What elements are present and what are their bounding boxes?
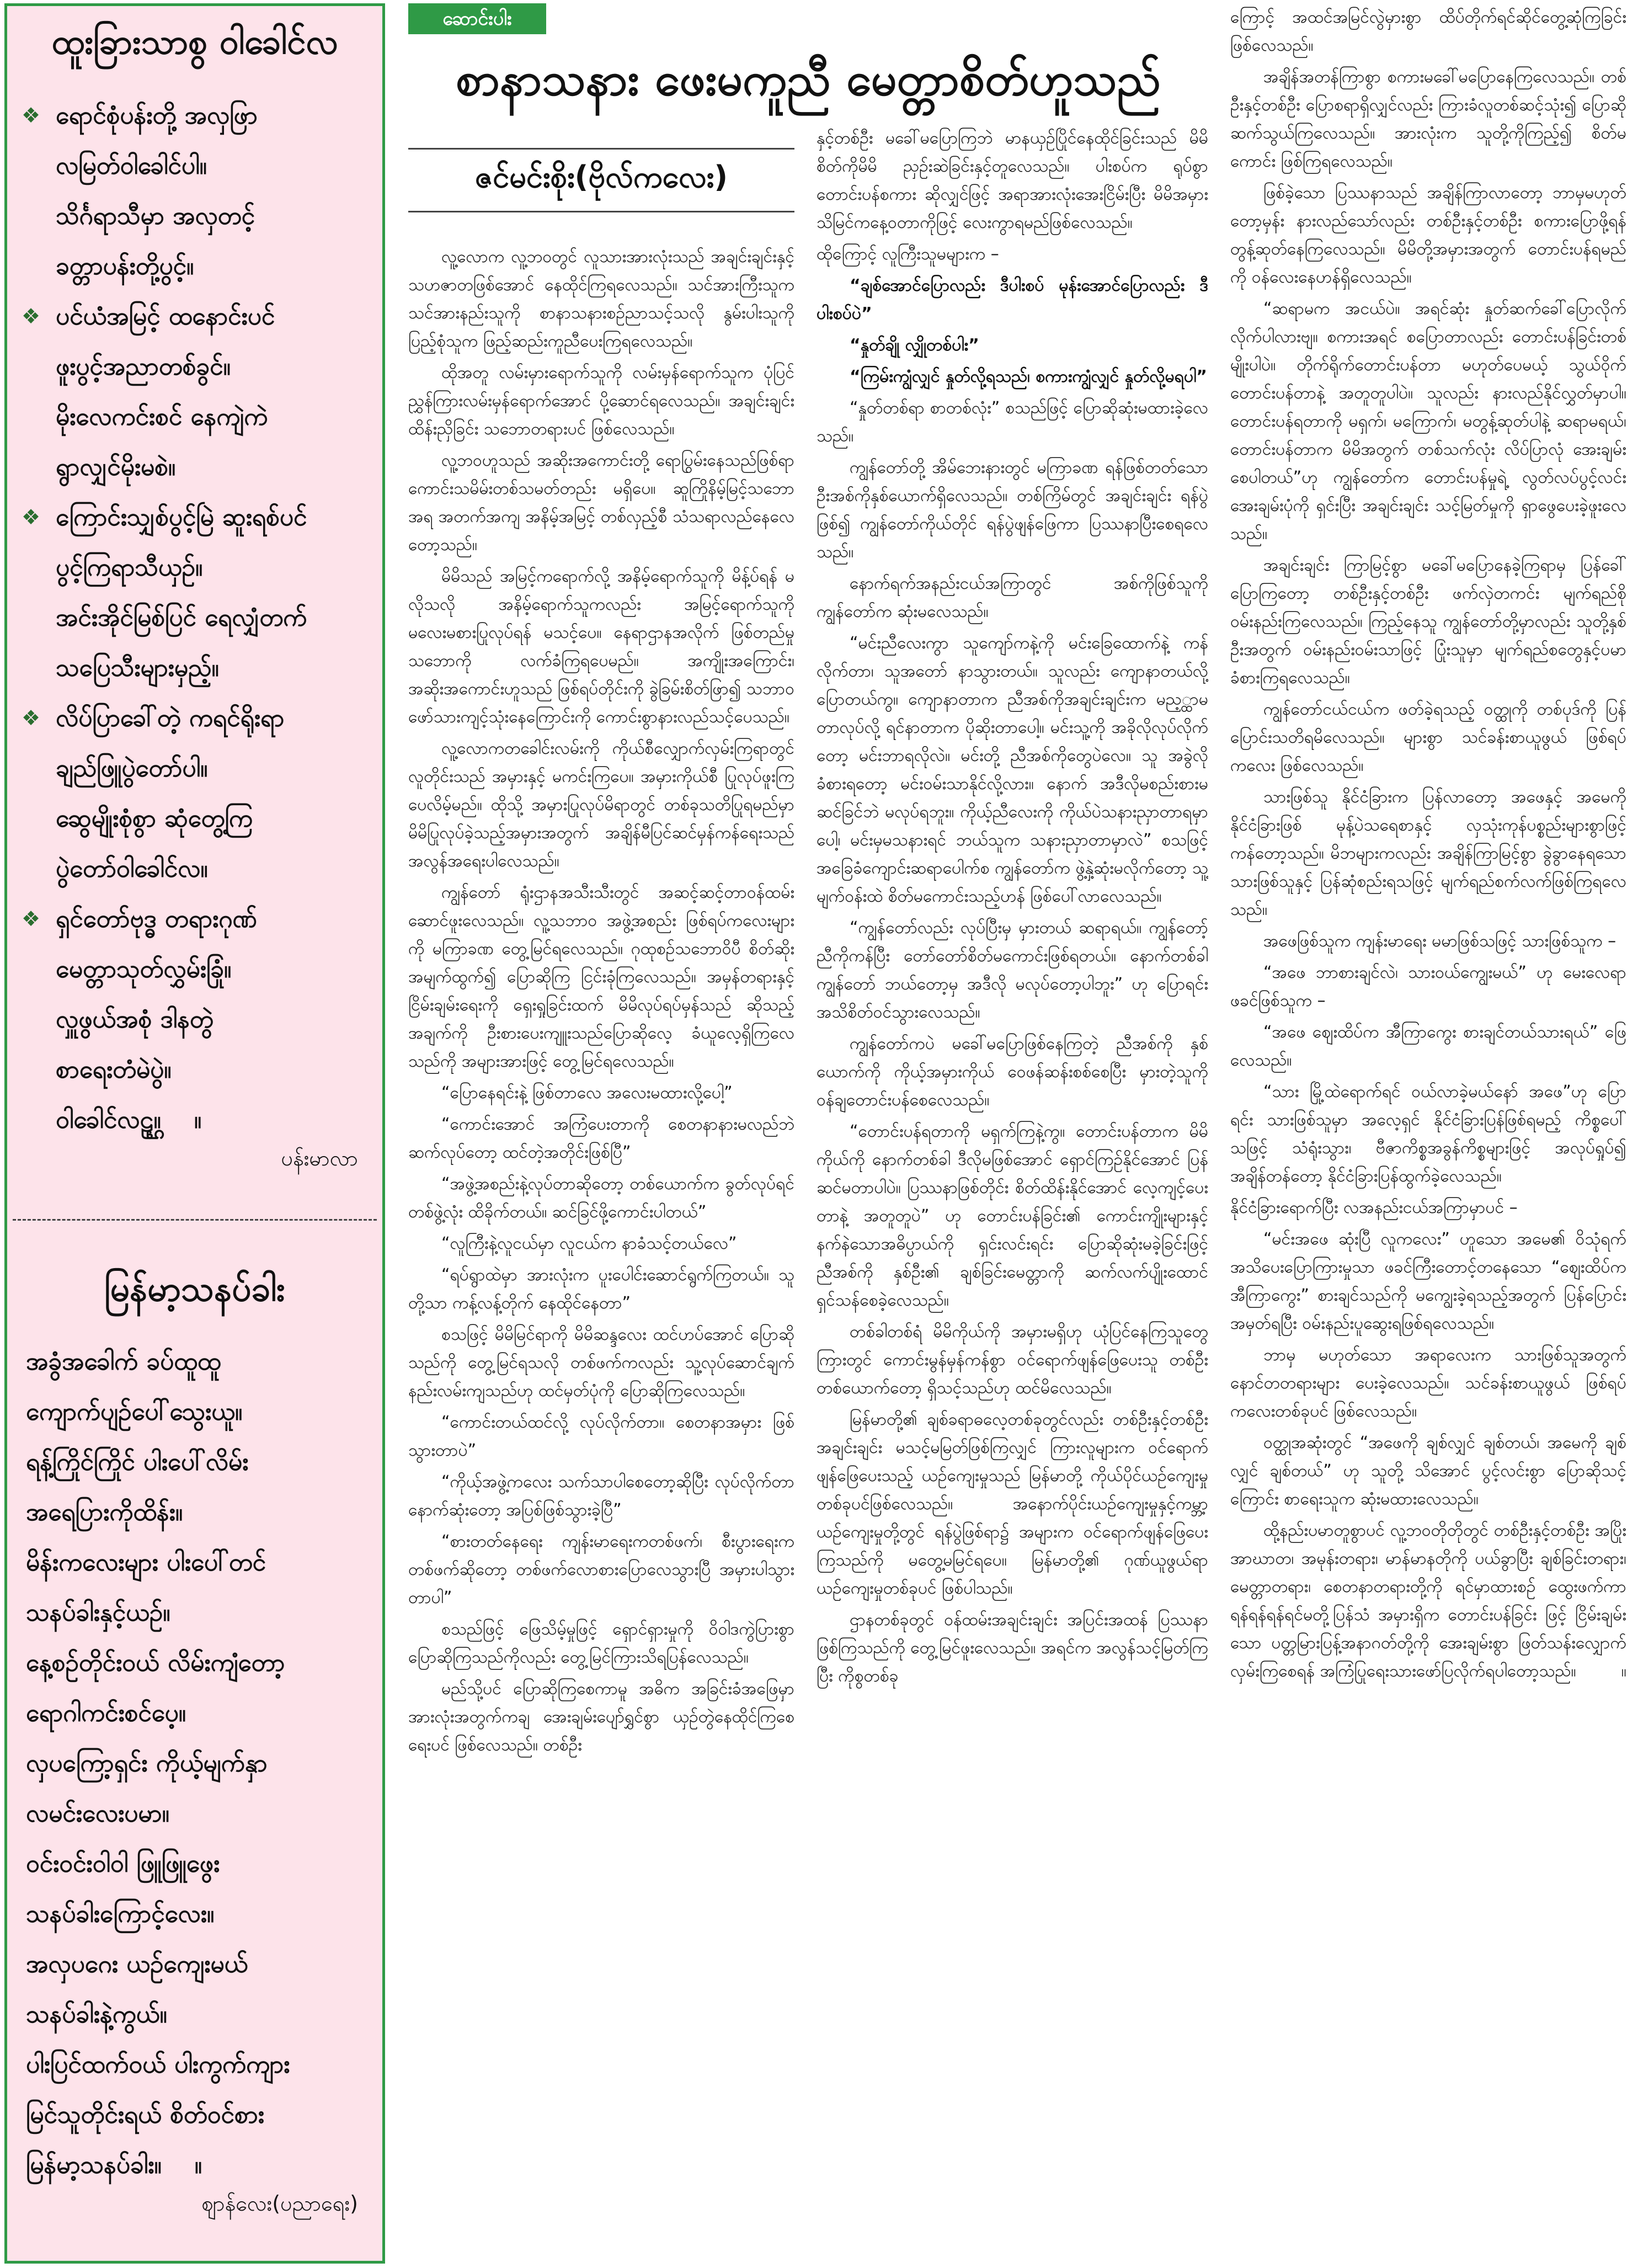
poem-2-line-text: အရေပြားကိုထိန်း။ — [26, 1498, 183, 1526]
article-paragraph: “သား မြို့ထဲရောက်ရင် ဝယ်လာခဲ့မယ်နော် အဖေ”ဟု ပြောရင်း သားဖြစ်သူမှာ အလေ့ရှင် နိုင်ငံခြားပြန်ဖြစ်ရမည့် ကိစ္စပေါ်သဖြင့် သံရုံးသွား၊ ဗီဇာကိစ္စအခွန်ကိစ္စများဖြင့် အလုပ်ရှုပ်၍ အချိန်တန်တော့ နိုင်ငံခြားပြန်ထွက်ခဲ့လေသည်။ — [1230, 1082, 1626, 1186]
section-tag: ဆောင်းပါး — [408, 3, 546, 34]
poem-1-line — [22, 241, 368, 291]
article-paragraph: “လူကြီးနဲ့လူငယ်မှာ လူငယ်က နာခံသင့်တယ်လေ” — [441, 1234, 737, 1253]
poem-1-line — [22, 342, 368, 392]
poem-2-line-text: ပါးပြင်ထက်ဝယ် ပါးကွက်ကျား — [26, 2051, 290, 2079]
poem-1-line-text: ပင်ယံအမြင့် ထနောင်းပင် — [56, 302, 275, 331]
poem-2-line — [26, 1588, 368, 1638]
poem-2-line — [26, 2140, 368, 2190]
poem-1-line-text: ပွင့်ကြရာသီယှဉ်။ — [56, 553, 203, 582]
poem-2 — [7, 1268, 382, 2221]
poem-1-line — [22, 442, 368, 492]
article-paragraph: မည်သို့ပင် ပြောဆိုကြစေကာမူ အဓိက အခြင်းခံအဖြေမှာ အားလုံးအတွက်ကချ အေးချမ်းပျော်ရွှင်စွာ ယှဉ်တွဲနေထိုင်ကြစေရေးပင် ဖြစ်လေသည်။ တစ်ဦး — [408, 1679, 794, 1755]
poem-1-line-text: ရှင်တော်ဗုဒ္ဓ တရားဂုဏ် — [56, 905, 257, 933]
article-paragraph: နောက်ရက်အနည်းငယ်အကြာတွင် အစ်ကိုဖြစ်သူကို ကျွန်တော်က ဆုံးမလေသည်။ — [816, 574, 1208, 621]
poem-2-line-text: အလှပဂေး ယဉ်ကျေးမယ် — [26, 1950, 248, 1978]
poem-1-line — [22, 994, 368, 1045]
poem-1-line — [22, 542, 368, 593]
poem-1-line-text: ရောင်စုံပန်းတို့ အလှဖြာ — [56, 102, 258, 130]
poem-2-line — [26, 1638, 368, 1688]
poem-1 — [7, 20, 382, 1176]
article-paragraph: ဌာနတစ်ခုတွင် ဝန်ထမ်းအချင်းချင်း အပြင်းအထန် ပြဿနာဖြစ်ကြသည်ကို တွေ့မြင်ဖူးလေသည်။ အရင်က အလွန်သင့်မြတ်ကြပြီး ကိုစွတစ်ခု — [816, 1610, 1208, 1686]
poem-1-line-text: ချည်ဖြူပွဲတော်ပါ။ — [56, 754, 208, 782]
poem-2-title: မြန်မာ့သနပ်ခါး — [104, 1269, 285, 1309]
article-paragraph: “ရပ်ရွာထဲမှာ အားလုံးက ပူးပေါင်းဆောင်ရွက်ကြတယ်။ သူတို့သာ ကန့်လန့်တိုက် နေထိုင်နေတာ” — [408, 1265, 794, 1313]
article-paragraph: စသဖြင့် မိမိမြင်ရာကို မိမိဆန္ဒလေး ထင်ဟပ်အောင် ပြောဆိုသည်ကို တွေ့မြင်ရသလို တစ်ဖက်ကလည်း သူ့လုပ်ဆောင်ချက် နည်းလမ်းကျသည်ဟု ထင်မှတ်ပုံကို ပြောဆိုကြလေသည်။ — [408, 1325, 794, 1401]
article-paragraph: “အဖေ ဘာစားချင်လဲ၊ သားဝယ်ကျွေးမယ်” ဟု မေးလေရာ ဖခင်ဖြစ်သူက – — [1230, 963, 1626, 1010]
article-byline: ဇင်မင်းစိုး(ဗိုလ်ကလေး) — [475, 159, 728, 194]
poem-1-line-text: ကြောင်းသျှစ်ပွင့်မြဲ ဆူးရစ်ပင် — [56, 503, 307, 531]
poem-1-line — [22, 392, 368, 442]
article-paragraph: ထိုအတူ လမ်းမှားရောက်သူကို လမ်းမှန်ရောက်သူက ပုံပြင်ညွှန်ကြားလမ်းမှန်ရောက်အောင် ပို့ဆောင်ရလေသည်။ အချင်းချင်းထိန်းညှိခြင်း သဘောတရားပင် ဖြစ်လေသည်။ — [408, 363, 794, 439]
article-paragraph: ထိုကြောင့် လူကြီးသူမများက – — [816, 244, 999, 264]
article-paragraph: ကျွန်တော်ကပဲ မခေါ်မပြောဖြစ်နေကြတဲ့ ညီအစ်ကို နှစ်ယောက်ကို ကိုယ့်အမှားကိုယ် ဝေဖန်ဆန်းစစ်စေပြီး မှားတဲ့သူကို ဝန်ချတောင်းပန်စေလေသည်။ — [816, 1034, 1208, 1110]
article-paragraph: “ချစ်အောင်ပြောလည်း ဒီပါးစပ် မုန်းအောင်ပြောလည်း ဒီပါးစပ်ပဲ” — [816, 276, 1208, 323]
poem-2-end-mark: ။ — [194, 2151, 202, 2179]
poem-2-line-text: အခွံအခေါက် ခပ်ထူထူ — [26, 1348, 221, 1376]
diamond-bullet-icon: ❖ — [22, 907, 41, 931]
poem-1-line-text: စာရေးတံမဲပွဲ။ — [56, 1056, 172, 1084]
article-paragraph: နိုင်ငံခြားရောက်ပြီး လအနည်းငယ်အကြာမှာပင် – — [1230, 1198, 1518, 1217]
poem-divider — [13, 1219, 377, 1221]
poem-2-body — [22, 1337, 368, 2190]
article-paragraph: “မင်းညီလေးကွာ သူကျော်ကနဲ့ကို မင်းခြေထောက်နဲ့ ကန်လိုက်တာ၊ သူအတော် နာသွားတယ်။ သူလည်း ကျောနာတယ်လို့ ပြောတယ်ကွ။ ကျောနာတာက ညီအစ်ကိုအချင်းချင်းက မည့္ထာမတာလုပ်လို့ ရင်နာတာက ပိုဆိုးတာပေါ့။ မင်းသူ့ကို အခိုလိုလုပ်လိုက်တော့ မင်းဘာရလိုလဲ။ မင်းတို့ ညီအစ်ကိုတွေပဲလေ။ သူ အခွဲလိုခံစားရတော့ မင်းဝမ်းသာနိုင်လို့လား။ နောက် အဒီလိုမစည်းစားမဆင်ခြင်ဘဲ မလုပ်ရဘူး။ ကိုယ့်ညီလေးကို ကိုယ်ပဲသနားညှာတာရမှာပေါ့၊ မင်းမှမသနားရင် ဘယ်သူက သနားညှာတာမှာလဲ” စသဖြင့် အခြေခံကျောင်းဆရာပေါက်စ ကျွန်တော်က ဖွဲ့နှဲ့ဆုံးမလိုက်တော့ သူ့မျက်ဝန်းထဲ စိတ်မကောင်းသည့်ဟန် ဖြစ်ပေါ်လာလေသည်။ — [816, 633, 1208, 906]
poem-2-line — [26, 1437, 368, 1487]
poem-1-line — [22, 794, 368, 844]
article-paragraph: “ကောင်းတယ်ထင်လို့ လုပ်လိုက်တာ။ စေတနာအမှား ဖြစ်သွားတာပဲ” — [408, 1413, 794, 1460]
poem-2-line — [26, 2090, 368, 2140]
article-paragraph: လူ့ဘဝဟူသည် အဆိုးအကောင်းတို့ ရောပြွမ်းနေသည်ဖြစ်ရာ ကောင်းသမိမ်းတစ်သမတ်တည်း မရှိပေ။ ဆူကြိုနိမ့်မြင့်သဘောအရ အတက်အကျ အနိမ့်အမြင့် တစ်လှည့်စီ သံသရာလည်နေလေတော့သည်။ — [408, 451, 794, 555]
poem-1-line-text: မေတ္တာသုတ်လွှမ်းခြုံ။ — [56, 955, 232, 983]
poem-1-line-text: လိပ်ပြာခေါ်တဲ့ ကရင်ရိုးရာ — [56, 704, 285, 732]
poem-2-line-text: သနပ်ခါးနှင့်ယဉ်။ — [26, 1599, 170, 1627]
poem-1-body — [22, 90, 368, 1145]
poem-2-line — [26, 2040, 368, 2090]
article-paragraph: “ကောင်းအောင် အကြံပေးတာကို စေတနာနားမလည်ဘဲ ဆက်လုပ်တော့ ထင်တဲ့အတိုင်းဖြစ်ပြီ” — [408, 1115, 794, 1162]
poem-1-line-text: မိုးလေကင်းစင် နေကျဲကဲ — [56, 403, 268, 431]
poem-2-line — [26, 1989, 368, 2040]
poem-2-line-text: ရောဂါကင်းစင်ပေ့။ — [26, 1699, 186, 1727]
byline-block — [408, 148, 794, 212]
article-paragraph: တစ်ခါတစ်ရံ မိမိကိုယ်ကို အမှားမရှိဟု ယုံပြင်နေကြသူတွေကြားတွင် ကောင်းမွန်မှန်ကန်စွာ ဝင်ရောက်ဖျန်ဖြေပေးသူ တစ်ဦးတစ်ယောက်တော့ ရှိသင့်သည်ဟု ထင်မိလေသည်။ — [816, 1322, 1208, 1398]
poem-1-line — [22, 643, 368, 693]
poem-2-line-text: ဝင်းဝင်းဝါဝါ ဖြူဖြူဖွေး — [26, 1850, 220, 1878]
article-end-mark: ။ — [1621, 1662, 1626, 1681]
poem-2-line-text: မြင်သူတိုင်းရယ် စိတ်ဝင်စား — [26, 2101, 264, 2129]
poem-1-line — [22, 1045, 368, 1095]
article-paragraph: အဖေဖြစ်သူက ကျန်းမာရေး မမာဖြစ်သဖြင့် သားဖြစ်သူက – — [1263, 931, 1616, 951]
article-paragraph: “အဖေ ဈေးထိပ်က အီကြာကွေး စားချင်တယ်သားရယ်” ဖြေလေသည်။ — [1230, 1023, 1626, 1070]
article-column-2 — [816, 124, 1208, 2265]
article-paragraph: အချိန်အတန်ကြာစွာ စကားမခေါ်မပြောနေကြလေသည်။ တစ်ဦးနှင့်တစ်ဦး ပြောစရာရှိလျှင်လည်း ကြားခံလူတစ်ဆင့်သုံး၍ ပြောဆိုဆက်သွယ်ကြလေသည်။ အားလုံးက သူတို့ကိုကြည့်၍ စိတ်မကောင်း ဖြစ်ကြရလေသည်။ — [1230, 67, 1626, 171]
poem-2-line — [26, 1387, 368, 1437]
diamond-bullet-icon: ❖ — [22, 304, 41, 328]
poem-1-title: ထူးခြားသာစွ ဝါခေါင်လ — [51, 22, 338, 62]
poem-1-line-text: သိင်္ဂရာသီမှာ အလှတင့် — [56, 202, 255, 230]
article-headline: စာနာသနား ဖေးမကူညီ မေတ္တာစိတ်ဟူသည် — [456, 54, 1161, 106]
poem-2-line-text: ကျောက်ပျဉ်ပေါ်သွေးယူ။ — [26, 1398, 243, 1426]
article-paragraph: စသည်ဖြင့် ဖြေသိမ့်မှုဖြင့် ရှောင်ရှားမှုကို ဝိဝါဒကွဲပြားစွာ ပြောဆိုကြသည်ကိုလည်း တွေ့မြင်ကြားသိရပြန်လေသည်။ — [408, 1620, 794, 1667]
article-paragraph: “ကြမ်းကျွံလျှင် နှုတ်လို့ရသည်၊ စကားကျွံလျှင် နှုတ်လို့မရပါ” — [850, 367, 1207, 386]
article-paragraph: “ပြောနေရင်းနဲ့ ဖြစ်တာလေ အလေးမထားလို့ပေါ့” — [441, 1083, 733, 1103]
poem-1-line — [22, 743, 368, 794]
article-paragraph: “စားတတ်နေရေး ကျန်းမာရေးကတစ်ဖက်၊ စီးပွားရေးက တစ်ဖက်ဆိုတော့ တစ်ဖက်လောစားပြောလေသွားပြီ အမှားပါသွားတာပါ” — [408, 1532, 794, 1607]
article-column-3 — [1230, 3, 1626, 2265]
diamond-bullet-icon: ❖ — [22, 505, 41, 529]
poem-2-line — [26, 1688, 368, 1738]
poem-2-line — [26, 1337, 368, 1387]
poem-2-line-text: သနပ်ခါးကြောင့်လေး။ — [26, 1900, 215, 1928]
article-paragraph: သားဖြစ်သူ နိုင်ငံခြားက ပြန်လာတော့ အဖေနှင့် အမေကို နိုင်ငံခြားဖြစ် မုန့်ပဲသရေစာနှင့် လှသုံးကုန်ပစ္စည်းများစွာဖြင့် ကန်တော့သည်။ မိဘများကလည်း အချိန်ကြာမြင့်စွာ ခွဲခွာနေရသော သားဖြစ်သူနှင့် ပြန်ဆုံစည်းရသဖြင့် မျက်ရည်စက်လက်ဖြစ်ကြရလေသည်။ — [1230, 787, 1626, 919]
poem-2-line — [26, 1487, 368, 1537]
poem-1-line — [22, 894, 368, 944]
poem-2-line-text: သနပ်ခါးနဲ့ကွယ်။ — [26, 2000, 167, 2029]
article-paragraph: “နှုတ်ချို လျှိုတစ်ပါး” — [850, 336, 979, 355]
poem-1-line — [22, 492, 368, 542]
poem-1-line-text: အင်းအိုင်မြစ်ပြင် ရေလျှံတက် — [56, 604, 307, 632]
article-paragraph: နှင့်တစ်ဦး မခေါ်မပြောကြဘဲ မာနယှဉ်ပြိုင်နေထိုင်ခြင်းသည် မိမိစိတ်ကိုမိမိ ညှဉ်းဆဲခြင်းနှင့်တူလေသည်။ ပါးစပ်က ရုပ်စွာ တောင်းပန်စကား ဆိုလျှင်ဖြင့် အရာအားလုံးအေးငြိမ်းပြီး မိမိအမှား သိမြင်ကနေ့ဝတာကိုဖြင့် လေးကွာရမည်ဖြစ်လေသည်။ — [816, 129, 1208, 232]
poem-2-line-text: မိန်းကလေးများ ပါးပေါ်တင် — [26, 1548, 266, 1577]
poem-1-line — [22, 593, 368, 643]
diamond-bullet-icon: ❖ — [22, 706, 41, 730]
poem-1-line — [22, 191, 368, 241]
article-paragraph: ကျွန်တော်တို့ အိမ်ဘေးနားတွင် မကြာခဏ ရန်ဖြစ်တတ်သော ဦးအစ်ကိုနှစ်ယောက်ရှိလေသည်။ တစ်ကြိမ်တွင် အချင်းချင်း ရန်ပွဲဖြစ်၍ ကျွန်တော်ကိုယ်တိုင် ရန်ပွဲဖျန်ဖြေကာ ပြဿနာပြီးစေရလေသည်။ — [816, 458, 1208, 562]
article-paragraph: “မင်းအဖေ ဆုံးပြီ လူကလေး” ဟူသော အမေ၏ ဝိသုံရက် အသိပေးပြောကြားမှုသာ ဖခင်ကြီးတောင့်တနေသော “ဈေးထိပ်က အီကြာကွေး” စားချင်သည်ကို မကျွေးခဲ့ရသည့်အတွက် ပြန်ပြောင်းအမှတ်ရပြီး ဝမ်းနည်းပူဆွေးရဖြစ်ရလေသည်။ — [1230, 1229, 1626, 1333]
article-paragraph: ကျွန်တော် ရုံးဌာနအသီးသီးတွင် အဆင့်ဆင့်တာဝန်ထမ်းဆောင်ဖူးလေသည်။ လူ့သဘာဝ အဖွဲ့အစည်း ဖြစ်ရပ်ကလေးများကို မကြာခဏ တွေ့မြင်ရလေသည်။ ဂုထုစဉ်သဘောဝိပီ စိတ်ဆိုးအမျက်ထွက်၍ ပြောဆိုကြ ငြင်းခုံကြလေသည်။ အမှန်တရားနှင့် ငြိမ်းချမ်းရေးကို ရှေးရှုခြင်းထက် မိမိလုပ်ရပ်မှန်သည် ဆိုသည့် အချက်ကို ဦးစားပေးကျူးသည်ပြောဆိုလေ့ ခံယူလေ့ရှိကြလေသည်ကို အများအားဖြင့် တွေ့မြင်ရလေသည်။ — [408, 883, 794, 1071]
poem-2-line-text: လှပကြော့ရှင်း ကိုယ့်မျက်နှာ — [26, 1749, 268, 1777]
diamond-bullet-icon: ❖ — [22, 103, 41, 127]
poem-2-line-text: နေ့စဉ်တိုင်းဝယ် လိမ်းကျံတော့ — [26, 1649, 285, 1677]
article-paragraph: ထို့နည်းပမာတူစွာပင် လူ့ဘဝတိုတိုတွင် တစ်ဦးနှင့်တစ်ဦး အပြိုးအာဃာတ၊ အမုန်းတရား၊ မာန်မာနတိုကို ပယ်ခွာပြီး ချစ်ခြင်းတရား၊ မေတ္တာတရား၊ စေတနာတရားတို့ကို ရင်မှာထားစဉ် ထွေးဖက်ကာ ရန်ရန်ရန်ရင်မတို့ပြန်သံ အမှားရှိက တောင်းပန်ခြင်း ဖြင့် ငြိမ်းချမ်းသော ပတ္တမြားပြန့်အနာဂတ်တို့ကို အေးချမ်းစွာ ဖြတ်သန်းလျှောက်လှမ်းကြစေရန် အကြံပြုရေးသားဖော်ပြလိုက်ရပါတော့သည်။ ။ — [1230, 1516, 1626, 1685]
poem-2-line — [26, 1839, 368, 1889]
article-paragraph: လူ့လောကတခေါင်းလမ်းကို ကိုယ်စီလျှောက်လှမ်းကြရာတွင် လူတိုင်းသည် အမှားနှင့် မကင်းကြပေ။ အမှားကိုယ်စီ ပြုလုပ်ဖူးကြပေလိမ့်မည်။ ထိုသို့ အမှားပြုလုပ်မိရာတွင် တစ်ခုသတိပြုရမည်မှာ မိမိပြုလုပ်ခဲ့သည့်အမှားအတွက် အချိန်မီပြင်ဆင်မှန်ကန်ရေးသည် အလွန်အရေးပါလေသည်။ — [408, 739, 794, 871]
poem-sidebar — [4, 3, 385, 2264]
poem-1-line-text: ရွာလျှင်မိုးမစဲ။ — [56, 453, 176, 481]
poem-1-line — [22, 844, 368, 894]
poem-1-line-text: ခတ္တာပန်းတို့ပွင့်။ — [56, 252, 194, 280]
article-paragraph: ဘာမှ မဟုတ်သော အရာလေးက သားဖြစ်သူအတွက် နောင်တတရားများ ပေးခဲ့လေသည်။ သင်ခန်းစာယူဖွယ် ဖြစ်ရပ်ကလေးတစ်ခုပင် ဖြစ်လေသည်။ — [1230, 1345, 1626, 1421]
article-paragraph: ကြောင့် အထင်အမြင်လွဲမှားစွာ ထိပ်တိုက်ရင်ဆိုင်တွေ့ဆုံကြခြင်း ဖြစ်လေသည်။ — [1230, 8, 1626, 55]
poem-1-line — [22, 1095, 368, 1145]
poem-1-end-mark: ။ — [194, 1106, 202, 1134]
article-paragraph: ဝတ္ထုအဆုံးတွင် “အဖေကို ချစ်လျှင် ချစ်တယ်၊ အမေကို ချစ်လျှင် ချစ်တယ်” ဟု သူတို့ သိအောင် ပွင့်လင်းစွာ ပြောဆိုသင့်ကြောင်း စာရေးသူက ဆုံးမထားလေသည်။ — [1230, 1433, 1626, 1509]
poem-2-line — [26, 1939, 368, 1989]
article-paragraph: “နှုတ်တစ်ရာ စာတစ်လုံး” စသည်ဖြင့် ပြောဆိုဆုံးမထားခဲ့လေသည်။ — [816, 398, 1208, 446]
poem-2-line — [26, 1788, 368, 1839]
poem-1-line — [22, 291, 368, 342]
poem-2-author: ဈာန်လေး(ပညာရေး) — [201, 2191, 358, 2216]
poem-1-author: ပန်းမာလာ — [281, 1146, 358, 1170]
article-paragraph: “ကိုယ့်အဖွဲ့ကလေး သက်သာပါစေတော့ဆိုပြီး လုပ်လိုက်တာ နောက်ဆုံးတော့ အပြစ်ဖြစ်သွားခဲ့ပြီ” — [408, 1472, 794, 1520]
poem-1-line-text: သပြေသီးများမှည့်။ — [56, 654, 219, 682]
poem-1-line — [22, 944, 368, 994]
article-paragraph: အချင်းချင်း ကြာမြင့်စွာ မခေါ်မပြောနေခဲ့ကြရာမှ ပြန်ခေါ်ပြောကြတော့ တစ်ဦးနှင့်တစ်ဦး ဖက်လှဲတကင်း မျက်ရည်စို ဝမ်းနည်းကြလေသည်။ ကြည့်နေသူ ကျွန်တော်တို့မှာလည်း သူတို့နှစ်ဦးအတွက် ဝမ်းနည်းဝမ်းသာဖြင့် ပြုံးသူမှာ မျက်ရည်စတွေနှင့်ပမာ ခံစားကြရလေသည်။ — [1230, 556, 1626, 688]
article-paragraph: “ကျွန်တော်လည်း လုပ်ပြီးမှ မှားတယ် ဆရာရယ်။ ကျွန်တော့်ညီကိုကန်ပြီး တော်တော်စိတ်မကောင်းဖြစ်ရတယ်။ နောက်တစ်ခါ ကျွန်တော် ဘယ်တော့မှ အဒီလို မလုပ်တော့ပါဘူး” ဟု ပြောရင်း အသိစိတ်ဝင်သွားလေသည်။ — [816, 918, 1208, 1022]
article-paragraph: ကျွန်တော်ငယ်ငယ်က ဖတ်ခဲ့ရသည့် ဝတ္ထုကို တစ်ပုဒ်ကို ပြန်ပြောင်းသတိရမိလေသည်။ များစွာ သင်ခန်းစာယူဖွယ် ဖြစ်ရပ်ကလေး ဖြစ်လေသည်။ — [1230, 700, 1626, 775]
poem-1-line-text: ပွဲတော်ဝါခေါင်လ။ — [56, 855, 208, 883]
poem-2-line — [26, 1738, 368, 1788]
poem-1-line-text: ဝါခေါင်လဠ္ဌ။ — [56, 1106, 161, 1134]
poem-1-line — [22, 693, 368, 743]
article-paragraph: “ဆရာမက အငယ်ပဲ။ အရင်ဆုံး နှုတ်ဆက်ခေါ်ပြောလိုက်လိုက်ပါလားဗျ။ စကားအရင် စပြောတာလည်း တောင်းပန်ခြင်းတစ်မျိုးပါပဲ။ တိုက်ရိုက်တောင်းပန်တာ မဟုတ်ပေမယ့် သွယ်ဝိုက်တောင်းပန်တာနဲ့ အတူတူပါပဲ။ သူလည်း နားလည်နိုင်လွှတ်မှာပါ။ တောင်းပန်ရတာကို မရှက်၊ မကြောက်၊ မတွန့်ဆုတ်ပါနဲ့ ဆရာမရယ်၊ တောင်းပန်တာက မိမိအတွက် တစ်သက်လုံး လိပ်ပြာလုံ အေးချမ်းစေပါတယ်”ဟု ကျွန်တော်က တောင်းပန်မှုရဲ့ လွတ်လပ်ပွင့်လင်း အေးချမ်းပုံကို ရှင်းပြီး အချင်းချင်း သင့်မြတ်မှုကို ရှာဖွေပေးခဲ့ဖူးလေသည်။ — [1230, 299, 1626, 544]
poem-2-line-text: လမင်းလေးပမာ။ — [26, 1800, 169, 1828]
article-paragraph: လူ့လောက လူ့ဘဝတွင် လူသားအားလုံးသည် အချင်းချင်းနှင့် သဟဇာတဖြစ်အောင် နေထိုင်ကြရလေသည်။ သင်အားကြီးသူက သင်အားနည်းသူကို စာနာသနားစဥ်ညာသင့်သလို နွမ်းပါးသူကို ပြည့်စုံသူက ဖြည့်ဆည်းကူညီပေးကြရလေသည်။ — [408, 247, 794, 351]
poem-2-line — [26, 1537, 368, 1588]
poem-1-line — [22, 141, 368, 191]
poem-2-line-text: မြန်မာ့သနပ်ခါး။ — [26, 2151, 162, 2179]
poem-1-line — [22, 90, 368, 141]
poem-1-line-text: ဆွေမျိုးစုံစွာ ဆုံတွေ့ကြ — [56, 805, 253, 833]
article-paragraph: “အဖွဲ့အစည်းနဲ့လုပ်တာဆိုတော့ တစ်ယောက်က ခွတ်လုပ်ရင် တစ်ဖွဲ့လုံး ထိခိုက်တယ်။ ဆင်ခြင်ဖို့ကောင်းပါတယ်” — [408, 1174, 794, 1222]
byline-rule-bottom — [408, 211, 794, 212]
article-column-1 — [408, 243, 794, 2265]
article-paragraph: ဖြစ်ခဲ့သော ပြဿနာသည် အချိန်ကြာလာတော့ ဘာမှမဟုတ်တော့မှန်း နားလည်သော်လည်း တစ်ဦးနှင့်တစ်ဦး စကားပြောဖို့ရန် တွန့်ဆုတ်နေကြလေသည်။ မိမိတို့အမှားအတွက် တောင်းပန်ရမည်ကို ဝန်လေးနေဟန်ရှိလေသည်။ — [1230, 183, 1626, 287]
poem-1-line-text: ဖူးပွင့်အညာတစ်ခွင်။ — [56, 353, 231, 381]
poem-1-line-text: လှူဖွယ်အစုံ ဒါနတွဲ — [56, 1005, 214, 1034]
poem-1-line-text: လမြတ်ဝါခေါင်ပါ။ — [56, 152, 207, 180]
poem-2-line-text: ရန့်ကြိုင်ကြိုင် ပါးပေါ်လိမ်း — [26, 1448, 249, 1476]
article-paragraph: မြန်မာတို့၏ ချစ်ခရာဓလေ့တစ်ခုတွင်လည်း တစ်ဦးနှင့်တစ်ဦး အချင်းချင်း မသင့်မမြတ်ဖြစ်ကြလျှင် ကြားလူများက ဝင်ရောက်ဖျန်ဖြေပေးသည့် ယဉ်ကျေးမှုသည် မြန်မာတို့ ကိုယ်ပိုင်ယဉ်ကျေးမှု တစ်ခုပင်ဖြစ်လေသည်။ အနောက်ပိုင်းယဉ်ကျေးမှုနှင့်ကမ္ဘာ့ယဉ်ကျေးမှုတို့တွင် ရန်ပွဲဖြစ်ရာ၌ အများက ဝင်ရောက်ဖျန်ဖြေပေးကြသည်ကို မတွေ့မမြင်ရပေ။ မြန်မာတို့၏ ဂုဏ်ယူဖွယ်ရာ ယဉ်ကျေးမှုတစ်ခုပင် ဖြစ်ပါသည်။ — [816, 1410, 1208, 1598]
poem-2-line — [26, 1889, 368, 1939]
article-paragraph: “တောင်းပန်ရတာကို မရှက်ကြနဲ့ကွ။ တောင်းပန်တာက မိမိကိုယ်ကို နောက်တစ်ခါ ဒီလိုမဖြစ်အောင် ရှောင်ကြဉ်နိုင်အောင် ပြန်ဆင်မတာပါပဲ။ ပြဿနာဖြစ်တိုင်း စိတ်ထိန်းနိုင်အောင် လေ့ကျင့်ပေးတာနဲ့ အတူတူပဲ” ဟု တောင်းပန်ခြင်း၏ ကောင်းကျိုးများနှင့် နက်နဲသောအဓိပ္ပာယ်ကို ရှင်းလင်းရင်း ပြောဆိုဆုံးမခဲ့ခြင်းဖြင့် ညီအစ်ကို နှစ်ဦး၏ ချစ်ခြင်းမေတ္တာကို ဆက်လက်ပျိုးထောင် ရှင်သန်စေခဲ့လေသည်။ — [816, 1122, 1208, 1310]
article-paragraph: မိမိသည် အမြင့်ကရောက်လို့ အနိမ့်ရောက်သူကို မိန့်ပ်ရန် မလိုသလို အနိမ့်ရောက်သူကလည်း အမြင့်ရောက်သူကို မလေးမစားပြုလုပ်ရန် မသင့်ပေ။ နေရာဌာနအလိုက် ဖြစ်တည်မှုသဘောကို လက်ခံကြရပေမည်။ အကျိုးအကြောင်း၊ အဆိုးအကောင်းဟူသည် ဖြစ်ရပ်တိုင်းကို ခွဲခြမ်းစိတ်ဖြာ၍ သဘာဝဖော်သားကျင့်သုံးနေကြောင်းကို ကောင်းစွာနားလည်သင့်ပေသည်။ — [408, 567, 794, 727]
